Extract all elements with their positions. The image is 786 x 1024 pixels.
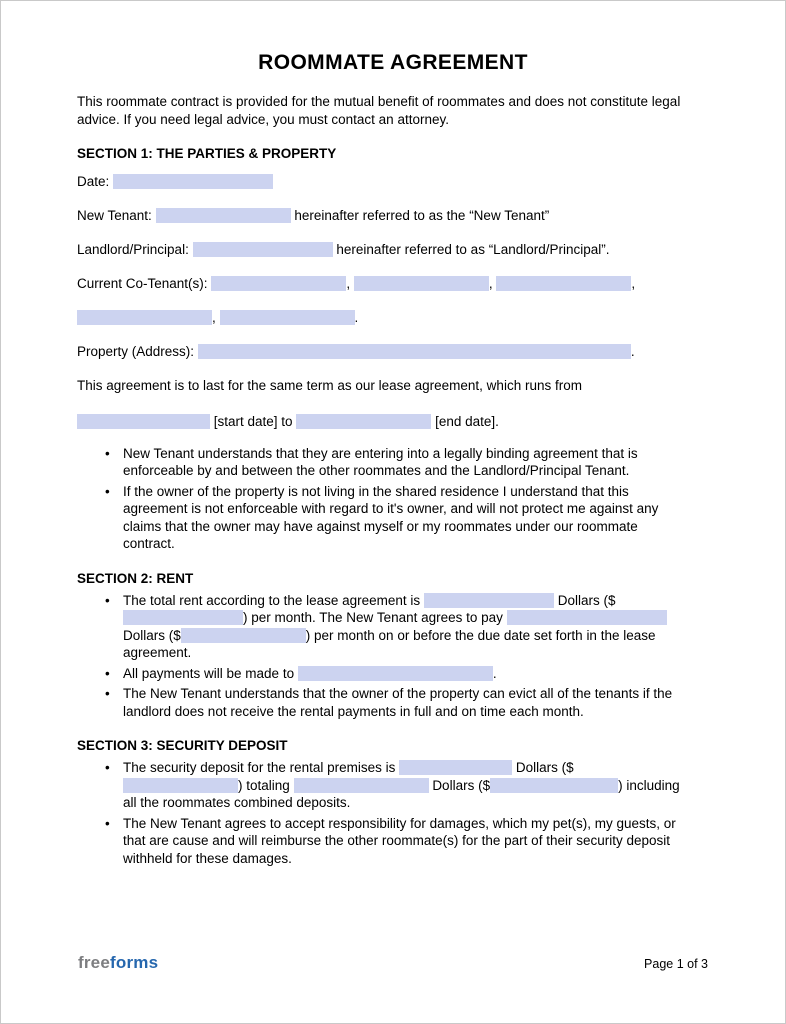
text-segment: Dollars ($ bbox=[123, 627, 181, 643]
bullet-eviction-warning: • The New Tenant understands that the owner of the property can evict all of the tenants if the landlord does not receive the rental payments in full and on time each month. bbox=[100, 685, 688, 720]
total-rent-words-field[interactable] bbox=[424, 593, 554, 608]
document-title: ROOMMATE AGREEMENT bbox=[258, 51, 528, 74]
text-segment: The total rent according to the lease agreement is bbox=[123, 592, 421, 608]
page-footer bbox=[78, 953, 708, 973]
bullet-binding-agreement: • New Tenant understands that they are entering into a legally binding agreement that is enforceable by and between the other roommates and the Landlord/Principal Tenant. bbox=[100, 445, 688, 480]
lease-end-date-field[interactable] bbox=[296, 414, 431, 429]
section2-bullets bbox=[100, 592, 709, 721]
separator: , bbox=[488, 276, 493, 291]
section3-heading: SECTION 3: SECURITY DEPOSIT bbox=[77, 738, 288, 753]
section3-bullets bbox=[100, 759, 709, 867]
cotenant-3-field[interactable] bbox=[496, 276, 631, 291]
section-rent bbox=[77, 571, 709, 721]
bullet-payments-made-to bbox=[100, 665, 688, 683]
lease-term-intro: This agreement is to last for the same term as our lease agreement, which runs from bbox=[77, 378, 582, 393]
section-parties-property bbox=[77, 146, 709, 553]
landlord-suffix: hereinafter referred to as “Landlord/Principal”. bbox=[336, 242, 610, 257]
text-segment: The security deposit for the rental premises is bbox=[123, 760, 396, 775]
text-segment: ) per month. The New Tenant agrees to pay bbox=[243, 610, 503, 625]
logo-free: free bbox=[78, 953, 110, 972]
new-tenant-row bbox=[77, 199, 709, 233]
section1-heading: SECTION 1: THE PARTIES & PROPERTY bbox=[77, 146, 337, 161]
landlord-name-field[interactable] bbox=[193, 242, 333, 257]
lease-dates-row bbox=[77, 405, 709, 439]
cotenants-label: Current Co-Tenant(s): bbox=[77, 276, 208, 291]
text-segment: Dollars ($ bbox=[432, 777, 491, 793]
separator: , bbox=[212, 310, 216, 325]
disclaimer-text: This roommate contract is provided for the mutual benefit of roommates and does not constitute legal advice. If you need legal advice, you must contact an attorney. bbox=[77, 94, 681, 127]
text-segment: ) including all the roommates combined deposits. bbox=[123, 777, 680, 810]
landlord-row bbox=[77, 233, 709, 267]
tenant-rent-words-field[interactable] bbox=[507, 610, 667, 625]
terminator: . bbox=[630, 344, 635, 359]
page-number: Page 1 of 3 bbox=[644, 957, 708, 971]
text-segment: ) totaling bbox=[238, 777, 290, 793]
text-segment: ) per month on or before the due date set forth in the lease agreement. bbox=[123, 627, 656, 660]
date-row bbox=[77, 165, 709, 199]
cotenant-2-field[interactable] bbox=[354, 276, 489, 291]
lease-start-date-field[interactable] bbox=[77, 414, 210, 429]
property-address-field[interactable] bbox=[198, 344, 631, 359]
total-rent-amount-field[interactable] bbox=[123, 610, 243, 625]
deposit-total-amount-field[interactable] bbox=[490, 778, 618, 793]
new-tenant-suffix: hereinafter referred to as the “New Tenant” bbox=[294, 208, 550, 223]
tenant-rent-amount-field[interactable] bbox=[181, 628, 306, 643]
property-label: Property (Address): bbox=[77, 344, 195, 359]
bullet-deposit-amounts bbox=[100, 759, 688, 812]
start-date-caption: [start date] to bbox=[213, 413, 293, 429]
end-date-caption: [end date]. bbox=[435, 413, 499, 429]
freeforms-logo bbox=[78, 953, 158, 973]
bullet-damage-responsibility: • The New Tenant agrees to accept responsibility for damages, which my pet(s), my guests, or that are cause and will reimburse the other roommate(s) for the part of their security deposit withheld for these damages. bbox=[100, 815, 688, 868]
text-segment: All payments will be made to bbox=[123, 665, 295, 681]
bullet-rent-amounts bbox=[100, 592, 688, 662]
new-tenant-name-field[interactable] bbox=[156, 208, 291, 223]
terminator: . bbox=[492, 665, 497, 681]
property-row bbox=[77, 335, 709, 369]
section-security-deposit bbox=[77, 738, 709, 867]
deposit-total-words-field[interactable] bbox=[294, 778, 429, 793]
bullet-owner-not-living: • If the owner of the property is not living in the shared residence I understand that this agreement is not enforceable with regard to it's owner, and will not protect me against any claims that the owner may have against myself or my roommates under our roommate contract. bbox=[100, 483, 688, 553]
cotenant-1-field[interactable] bbox=[211, 276, 346, 291]
deposit-amount-field[interactable] bbox=[123, 778, 238, 793]
date-label: Date: bbox=[77, 174, 110, 189]
cotenants-row bbox=[77, 267, 709, 335]
new-tenant-label: New Tenant: bbox=[77, 208, 152, 223]
terminator: . bbox=[354, 310, 359, 325]
section1-bullets bbox=[100, 445, 709, 553]
date-field[interactable] bbox=[113, 174, 273, 189]
payments-recipient-field[interactable] bbox=[298, 666, 493, 681]
separator: , bbox=[346, 276, 351, 291]
cotenant-4-field[interactable] bbox=[77, 310, 212, 325]
landlord-label: Landlord/Principal: bbox=[77, 242, 189, 257]
logo-forms: forms bbox=[110, 953, 159, 972]
section2-heading: SECTION 2: RENT bbox=[77, 570, 194, 586]
cotenant-5-field[interactable] bbox=[220, 310, 355, 325]
deposit-words-field[interactable] bbox=[399, 760, 512, 775]
text-segment: Dollars ($ bbox=[515, 760, 574, 775]
separator: , bbox=[631, 276, 636, 291]
text-segment: Dollars ($ bbox=[557, 592, 616, 608]
